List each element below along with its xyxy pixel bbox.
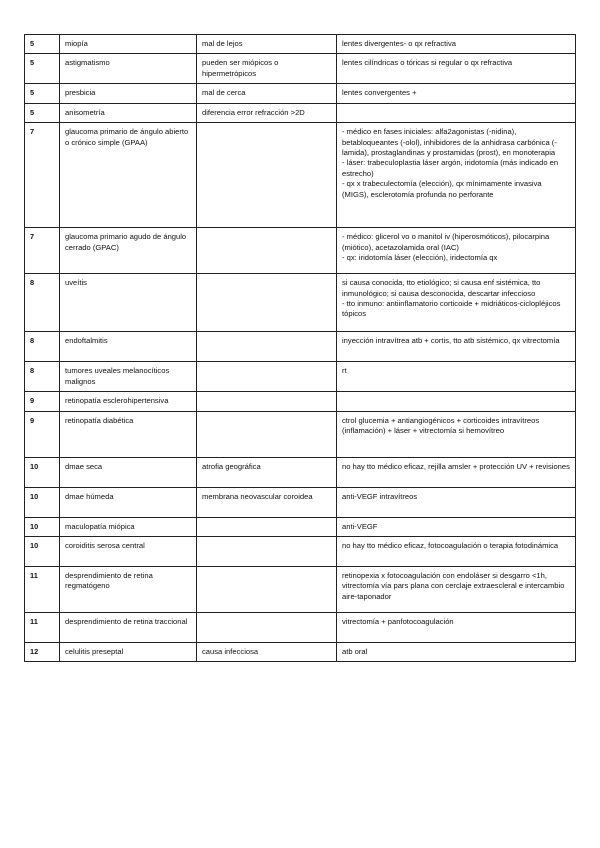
treatment-cell [337,643,576,662]
table-row [25,228,576,274]
description-text: atrofia geográfica [202,461,261,471]
description-text: mal de lejos [202,39,243,48]
chapter-text: 8 [30,336,35,346]
condition-cell [60,567,197,613]
chapter-text: 5 [30,58,35,68]
description-text: mal de cerca [202,88,246,98]
treatment-text: ctrol glucemia + antiangiogénicos + corticoides intravítreos (inflamación) + láser + vitrectomía si hemovítreo [342,415,540,436]
chapter-cell [25,84,60,103]
treatment-text: no hay tto médico eficaz, rejilla amsler + protección UV + revisiones [342,461,570,471]
treatment-cell [337,35,576,54]
condition-cell [60,362,197,392]
treatment-text: atb oral [342,647,368,657]
chapter-cell [25,487,60,517]
treatment-text: rt [342,366,347,376]
condition-text: astigmatismo [65,58,110,68]
condition-cell [60,537,197,567]
description-cell [197,362,337,392]
chapter-text: 10 [30,541,39,551]
description-cell [197,274,337,332]
table-row [25,487,576,517]
condition-text: anisometría [65,107,105,117]
description-cell [197,613,337,643]
chapter-text: 10 [30,491,39,501]
condition-text: retinopatía esclerohipertensiva [65,396,169,406]
chapter-text: 5 [30,88,35,98]
treatment-text: - médico en fases iniciales: alfa2agonistas (-nidina), betabloqueantes (-olol), inhibidores de la anhidrasa carbónica (-lamida), prostaglandinas y prostamidas (prost), en monoterapia - láser: trabeculoplastia láser argón, iridotomía (más indicado en estrecho) - qx x trabeculectomía (elección), qx mínimamente invasiva (MIGS), esclerotomía profunda no perforante [342,127,559,199]
condition-cell [60,392,197,411]
treatment-cell [337,457,576,487]
treatment-text: anti-VEGF [342,521,378,531]
treatment-cell [337,54,576,84]
chapter-text: 7 [30,127,35,137]
chapter-text: 9 [30,396,35,406]
treatment-cell [337,362,576,392]
treatment-cell [337,228,576,274]
description-cell [197,103,337,122]
condition-text: tumores uveales melanocíticos malignos [65,366,170,386]
description-cell [197,537,337,567]
description-text: pueden ser miópicos o hipermetrópicos [202,58,279,78]
treatment-text: si causa conocida, tto etiológico; si causa enf sistémica, tto inmunológico; si causa desconocida, descartar infeccioso - tto inmuno: antiinflamatorio corticoide + midriáticos-ciclopléjicos tópicos [342,278,561,319]
chapter-text: 5 [30,107,35,117]
description-cell [197,411,337,457]
chapter-cell [25,411,60,457]
table-row [25,517,576,536]
condition-cell [60,123,197,228]
chapter-text: 12 [30,647,39,657]
table-body [25,35,576,662]
condition-text: retinopatía diabética [65,415,134,425]
description-cell [197,643,337,662]
condition-text: miopía [65,39,88,48]
treatment-text: anti-VEGF intravítreos [342,491,418,501]
chapter-cell [25,613,60,643]
description-cell [197,332,337,362]
description-cell [197,228,337,274]
chapter-text: 8 [30,278,35,288]
table-row [25,643,576,662]
chapter-cell [25,228,60,274]
condition-cell [60,35,197,54]
chapter-cell [25,643,60,662]
treatment-cell [337,567,576,613]
condition-text: desprendimiento de retina regmatógeno [65,571,153,591]
treatment-cell [337,613,576,643]
condition-text: maculopatía miópica [65,521,135,531]
treatment-cell [337,123,576,228]
chapter-cell [25,123,60,228]
table-row [25,332,576,362]
chapter-text: 10 [30,521,39,531]
treatment-text: lentes convergentes + [342,88,417,98]
condition-cell [60,274,197,332]
table-row [25,123,576,228]
treatment-cell [337,411,576,457]
condition-cell [60,332,197,362]
table-row [25,567,576,613]
chapter-text: 8 [30,366,35,376]
condition-text: glaucoma primario agudo de ángulo cerrado (GPAC) [65,232,187,252]
condition-text: glaucoma primario de ángulo abierto o crónico simple (GPAA) [65,127,189,147]
description-cell [197,567,337,613]
condition-cell [60,54,197,84]
chapter-cell [25,35,60,54]
treatment-text: inyección intravítrea atb + cortis, tto atb sistémico, qx vitrectomía [342,336,560,346]
description-cell [197,35,337,54]
chapter-cell [25,537,60,567]
description-cell [197,84,337,103]
condition-cell [60,643,197,662]
chapter-text: 11 [30,571,38,581]
table-row [25,103,576,122]
treatment-text: - médico: glicerol vo o manitol iv (hiperosmóticos), pilocarpina (miótico), acetazolamida oral (IAC) - qx: iridotomía láser (elección), iridectomía qx [342,232,550,263]
description-cell [197,392,337,411]
treatment-cell [337,103,576,122]
description-text: membrana neovascular coroidea [202,491,313,501]
chapter-cell [25,567,60,613]
condition-cell [60,411,197,457]
treatment-cell [337,392,576,411]
description-cell [197,123,337,228]
condition-text: endoftalmitis [65,336,108,346]
condition-text: dmae húmeda [65,491,114,501]
treatment-cell [337,332,576,362]
table-row [25,411,576,457]
chapter-cell [25,457,60,487]
chapter-cell [25,517,60,536]
description-text: diferencia error refracción >2D [202,107,305,117]
table-row [25,457,576,487]
chapter-cell [25,332,60,362]
table-row [25,537,576,567]
description-cell [197,517,337,536]
treatment-cell [337,487,576,517]
chapter-text: 5 [30,39,35,48]
condition-text: uveítis [65,278,87,288]
table-row [25,392,576,411]
chapter-cell [25,54,60,84]
document-page [24,34,576,662]
chapter-text: 11 [30,617,38,627]
treatment-table [24,34,576,662]
condition-cell [60,457,197,487]
chapter-text: 10 [30,461,39,471]
table-row [25,35,576,54]
condition-text: dmae seca [65,461,103,471]
treatment-text: no hay tto médico eficaz, fotocoagulación o terapia fotodinámica [342,541,559,551]
treatment-text: retinopexia x fotocoagulación con endoláser si desgarro <1h, vitrectomía vía pars plana con cerclaje extraescleral e intercambio aire-taponador [342,571,565,601]
treatment-cell [337,517,576,536]
description-cell [197,54,337,84]
description-text: causa infecciosa [202,647,259,657]
description-cell [197,457,337,487]
chapter-cell [25,392,60,411]
condition-text: coroiditis serosa central [65,541,145,551]
condition-cell [60,517,197,536]
chapter-text: 7 [30,232,35,242]
description-cell [197,487,337,517]
treatment-text: lentes cilíndricas o tóricas si regular o qx refractiva [342,58,513,68]
condition-cell [60,613,197,643]
condition-text: presbicia [65,88,96,98]
chapter-cell [25,103,60,122]
treatment-text: vitrectomía + panfotocoagulación [342,617,454,627]
condition-text: celulitis preseptal [65,647,124,657]
condition-cell [60,487,197,517]
treatment-cell [337,84,576,103]
table-row [25,274,576,332]
chapter-cell [25,274,60,332]
treatment-cell [337,537,576,567]
chapter-text: 9 [30,415,35,425]
treatment-cell [337,274,576,332]
table-row [25,362,576,392]
condition-cell [60,103,197,122]
treatment-text: lentes divergentes- o qx refractiva [342,39,456,48]
condition-text: desprendimiento de retina traccional [65,617,188,627]
condition-cell [60,84,197,103]
chapter-cell [25,362,60,392]
condition-cell [60,228,197,274]
table-row [25,84,576,103]
table-row [25,54,576,84]
table-row [25,613,576,643]
